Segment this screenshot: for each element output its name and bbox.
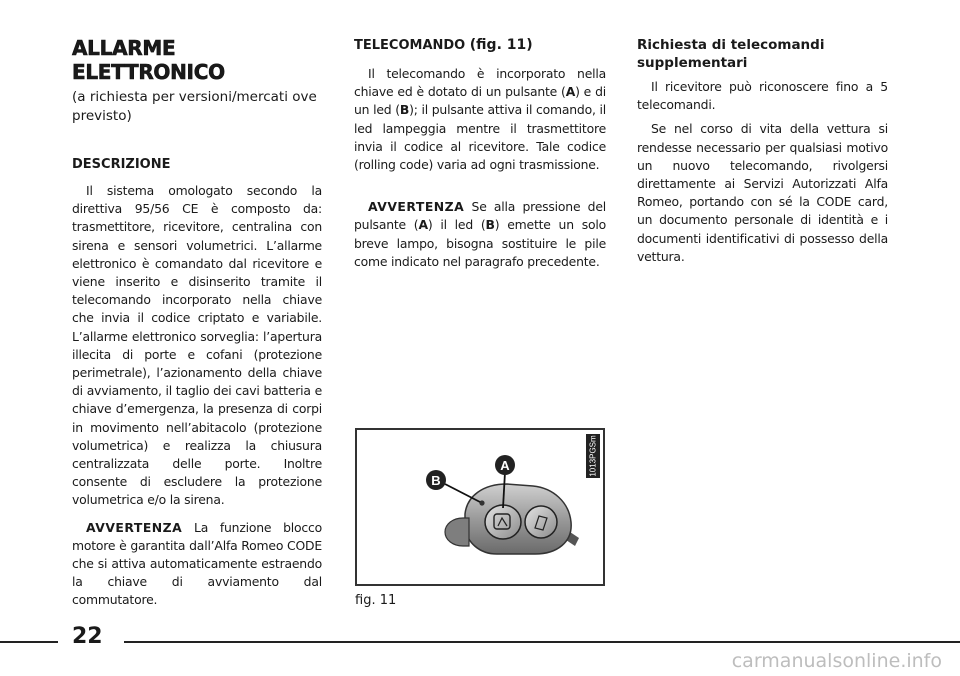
unlock-button-icon [525,506,557,538]
telecomando-heading: TELECOMANDO [354,38,466,53]
text-segment: ); il pulsante attiva il comando, il led lampeggia mentre il trasmettitore invia il codice al ricevitore. Tale codice (rolling code) varia ad ogni trasmissione. [354,102,606,173]
callout-b-label: B [431,473,441,488]
callout-line-b [445,484,480,502]
button-ref-a: A [565,84,576,100]
key-illustration [355,428,605,586]
section-heading-telecomando [354,36,606,55]
text-segment: Se alla pressione del pulsante ( [354,199,606,233]
column-right [637,36,888,266]
column-middle [354,36,606,271]
footer-rule-right [124,641,960,643]
callout-a [495,455,515,475]
subtitle: (a richiesta per versioni/mercati ove previsto) [72,89,317,124]
text-segment: ) emette un solo breve lampo, bisogna sostituire le pile come indicato nel paragrafo precedente. [354,217,606,269]
richiesta-paragraph-2: Se nel corso di vita della vettura si rendesse necessario per qualsiasi motivo un nuovo telecomando, rivolgersi direttamente ai Servizi Autorizzati Alfa Romeo, portando con sé la CODE card, un documento personale di identità e i documenti identificativi di possesso della vettura. [637,121,888,264]
watermark: carmanualsonline.info [731,650,942,672]
page-title: ALLARME ELETTRONICO [72,36,225,84]
warning-paragraph-1 [72,519,322,610]
telecomando-paragraph [354,65,606,174]
warning-paragraph-2 [354,198,606,271]
text-segment: Il telecomando è incorporato nella chiave ed è dotato di un pulsante ( [354,66,606,100]
figure-reference: (fig. 11) [469,37,533,53]
warning-text: La funzione blocco motore è garantita dall’Alfa Romeo CODE che si attiva automaticamente estraendo la chiave di avviamento dal commutatore. [72,519,322,608]
led-ref-b: B [399,102,410,118]
column-left [72,36,322,610]
warning-label: AVVERTENZA [86,519,183,535]
led-ref-b: B [485,217,495,233]
section-heading-descrizione: DESCRIZIONE [72,157,171,172]
text-segment: ) e di un led ( [354,84,606,118]
warning-label: AVVERTENZA [368,199,465,215]
callout-a-label: A [500,458,510,473]
button-a-icon [485,505,521,539]
figure-caption: fig. 11 [355,593,397,608]
description-paragraph: Il sistema omologato secondo la direttiva 95/56 CE è composto da: trasmettitore, ricevitore, centralina con sirena e sensori volumetrici. L’allarme elettronico è comandato dal ricevitore e viene inserito e disinserito tramite il telecomando incorporato nella chiave che invia il codice criptato e variabile. L’allarme elettronico sorveglia: l’apertura illecita di porte e cofani (protezione perimetrale), l’azionamento della chiave di avviamento, il taglio dei cavi batteria e chiave d’emergenza, la presenza di corpi in movimento nell’abitacolo (protezione volumetrica) e realizza la chiusura centralizzata delle porte. Inoltre consente di escludere la protezione volumetrica e/o la sirena. [72,183,322,508]
richiesta-paragraph-1: Il ricevitore può riconoscere fino a 5 telecomandi. [637,79,888,113]
button-ref-a: A [418,217,428,233]
page-number: 22 [72,624,103,649]
section-heading-richiesta: Richiesta di telecomandi supplementari [637,37,825,71]
text-segment: ) il led ( [427,217,486,233]
footer-rule-left [0,641,58,643]
figure-code-tag [586,434,600,478]
figure-code: 1013PGSm [588,435,598,477]
key-fob-drawing [357,430,603,584]
callout-b [426,470,446,490]
